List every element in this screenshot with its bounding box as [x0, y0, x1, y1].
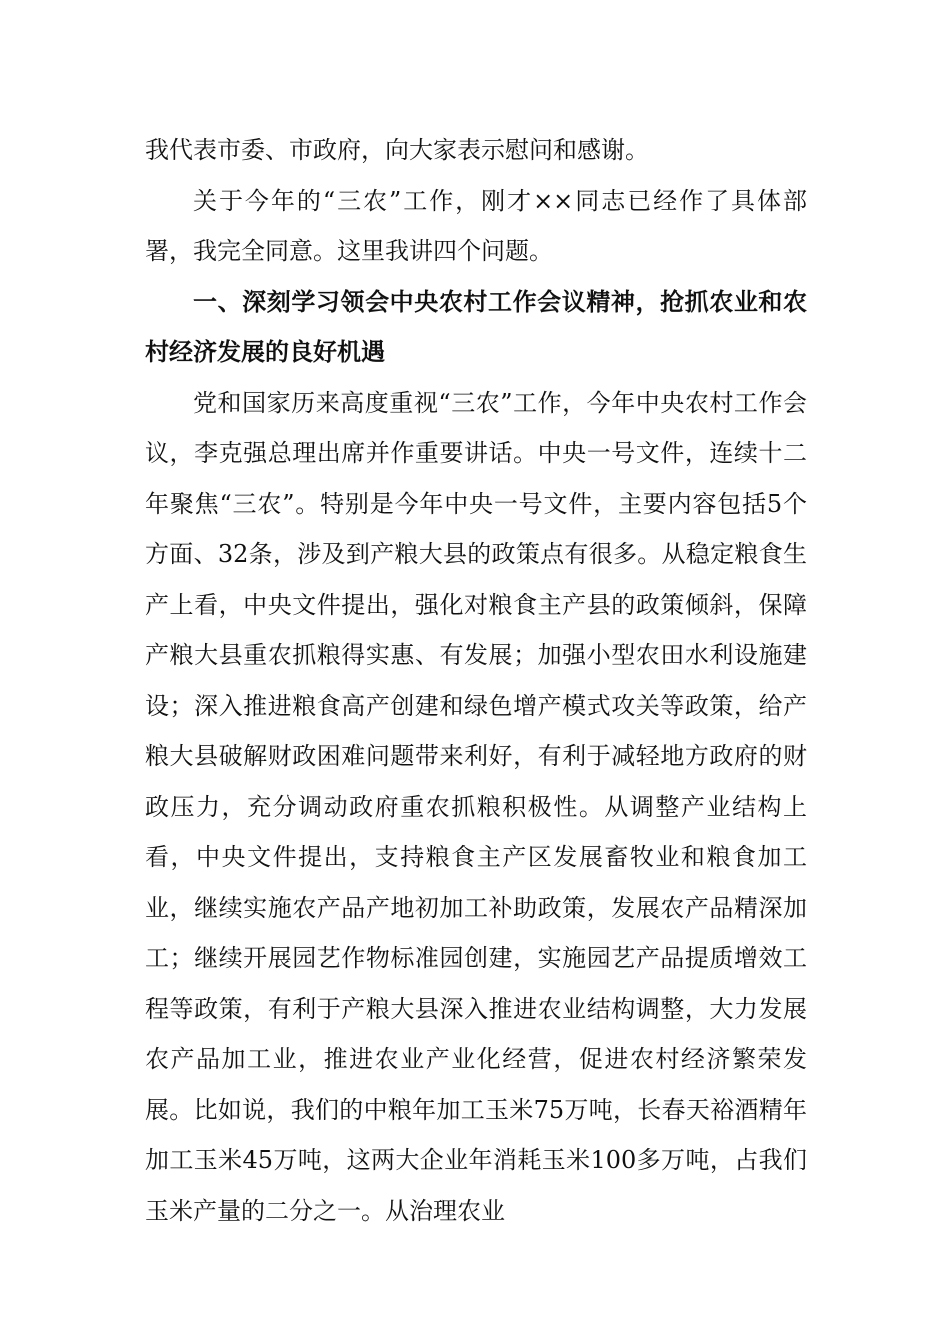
paragraph-introduction: 关于今年的“三农”工作，刚才××同志已经作了具体部署，我完全同意。这里我讲四个问题。	[145, 186, 807, 265]
document-body	[145, 125, 807, 1236]
paragraph-greeting: 我代表市委、市政府，向大家表示慰问和感谢。	[145, 136, 649, 164]
section-heading: 一、深刻学习领会中央农村工作会议精神，抢抓农业和农村经济发展的良好机遇	[145, 287, 807, 366]
paragraph-policy-body: 党和国家历来高度重视“三农”工作，今年中央农村工作会议，李克强总理出席并作重要讲话。中央一号文件，连续十二年聚焦“三农”。特别是今年中央一号文件，主要内容包括5个方面、32条，涉及到产粮大县的政策点有很多。从稳定粮食生产上看，中央文件提出，强化对粮食主产县的政策倾斜，保障产粮大县重农抓粮得实惠、有发展；加强小型农田水利设施建设；深入推进粮食高产创建和绿色增产模式攻关等政策，给产粮大县破解财政困难问题带来利好，有利于减轻地方政府的财政压力，充分调动政府重农抓粮积极性。从调整产业结构上看，中央文件提出，支持粮食主产区发展畜牧业和粮食加工业，继续实施农产品产地初加工补助政策，发展农产品精深加工；继续开展园艺作物标准园创建，实施园艺产品提质增效工程等政策，有利于产粮大县深入推进农业结构调整，大力发展农产品加工业，推进农业产业化经营，促进农村经济繁荣发展。比如说，我们的中粮年加工玉米75万吨，长春天裕酒精年加工玉米45万吨，这两大企业年消耗玉米100多万吨，占我们玉米产量的二分之一。从治理农业	[145, 388, 807, 1225]
